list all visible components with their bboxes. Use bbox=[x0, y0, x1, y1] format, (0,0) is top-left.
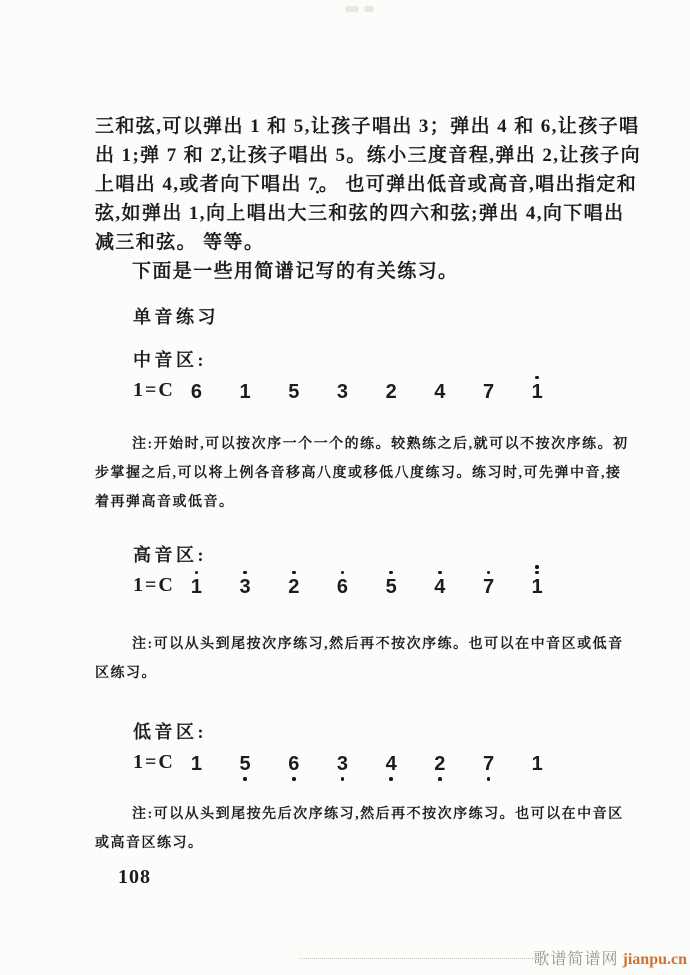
note-sequence bbox=[191, 740, 543, 781]
jianpu-note: 4 bbox=[434, 563, 445, 600]
jianpu-note: 1 bbox=[191, 563, 202, 600]
key-signature: 1=C bbox=[133, 574, 175, 596]
section-title-single-note-practice: 单音练习 bbox=[133, 307, 219, 327]
watermark-site-url: jianpu.cn bbox=[622, 951, 687, 968]
jianpu-note: 1 bbox=[532, 563, 543, 600]
paragraph-line: 出 1;弹 7 和 2̇,让孩子唱出 5。练小三度音程,弹出 2,让孩子向 bbox=[95, 145, 641, 166]
jianpu-note: 5 bbox=[288, 381, 300, 403]
paragraph-line: 弦,如弹出 1,向上唱出大三和弦的四六和弦;弹出 4,向下唱出 bbox=[95, 203, 625, 224]
jianpu-note: 7 bbox=[482, 381, 495, 403]
jianpu-note: 7 bbox=[483, 563, 494, 600]
jianpu-note: 6 bbox=[337, 563, 348, 600]
jianpu-note: 3 bbox=[337, 740, 348, 781]
paragraph-line: 上唱出 4,或者向下唱出 7̣。 也可弹出低音或高音,唱出指定和 bbox=[95, 174, 638, 195]
note-line: 着再弹高音或低音。 bbox=[95, 495, 235, 510]
note-line: 步掌握之后,可以将上例各音移高八度或移低八度练习。练习时,可先弹中音,接 bbox=[95, 466, 622, 481]
register-label-low: 低音区: bbox=[133, 722, 207, 742]
jianpu-note: 1 bbox=[531, 753, 543, 775]
scan-smudge bbox=[364, 6, 374, 12]
jianpu-note: 1 bbox=[190, 753, 202, 775]
note-line: 区练习。 bbox=[95, 666, 157, 681]
jianpu-note: 4 bbox=[386, 740, 397, 781]
jianpu-note: 4 bbox=[434, 381, 446, 403]
bottom-dotted-line bbox=[300, 958, 545, 959]
jianpu-note: 5 bbox=[240, 740, 251, 781]
jianpu-note: 2 bbox=[288, 563, 299, 600]
notation-row-high bbox=[133, 563, 543, 600]
paragraph-line: 三和弦,可以弹出 1 和 5,让孩子唱出 3；弹出 4 和 6,让孩子唱 bbox=[95, 116, 640, 137]
jianpu-note: 3 bbox=[336, 381, 349, 403]
jianpu-note: 6 bbox=[288, 740, 299, 781]
key-signature: 1=C bbox=[133, 751, 175, 773]
notation-row-low bbox=[133, 740, 543, 781]
transition-line: 下面是一些用简谱记写的有关练习。 bbox=[132, 261, 459, 282]
note-line: 注:可以从头到尾按先后次序练习,然后再不按次序练习。也可以在中音区 bbox=[132, 807, 624, 822]
practice-note-high bbox=[95, 630, 655, 688]
watermark bbox=[534, 946, 687, 969]
register-label-middle: 中音区: bbox=[133, 350, 207, 370]
practice-note-middle bbox=[95, 430, 655, 517]
jianpu-note: 3 bbox=[240, 563, 251, 600]
intro-paragraph bbox=[95, 112, 655, 286]
jianpu-note: 5 bbox=[386, 563, 397, 600]
note-line: 或高音区练习。 bbox=[95, 836, 204, 851]
watermark-site-name: 歌谱简谱网 bbox=[533, 951, 619, 968]
note-line: 注:开始时,可以按次序一个一个的练。较熟练之后,就可以不按次序练。初 bbox=[132, 437, 629, 452]
notation-row-middle bbox=[133, 368, 543, 405]
note-line: 注:可以从头到尾按次序练习,然后再不按次序练。也可以在中音区或低音 bbox=[132, 637, 624, 652]
jianpu-note: 2 bbox=[434, 740, 445, 781]
jianpu-note: 1 bbox=[239, 381, 251, 403]
jianpu-note: 2 bbox=[385, 381, 397, 403]
jianpu-note: 7 bbox=[483, 740, 494, 781]
jianpu-note: 1 bbox=[532, 368, 543, 405]
paragraph-line: 减三和弦。 等等。 bbox=[95, 232, 265, 253]
note-sequence bbox=[191, 368, 543, 405]
note-sequence bbox=[191, 563, 543, 600]
register-label-high: 高音区: bbox=[133, 545, 207, 565]
key-signature: 1=C bbox=[133, 379, 175, 401]
scan-smudge bbox=[345, 6, 359, 12]
jianpu-note: 6 bbox=[190, 381, 202, 403]
page-number: 108 bbox=[118, 866, 151, 888]
practice-note-low bbox=[95, 800, 655, 858]
